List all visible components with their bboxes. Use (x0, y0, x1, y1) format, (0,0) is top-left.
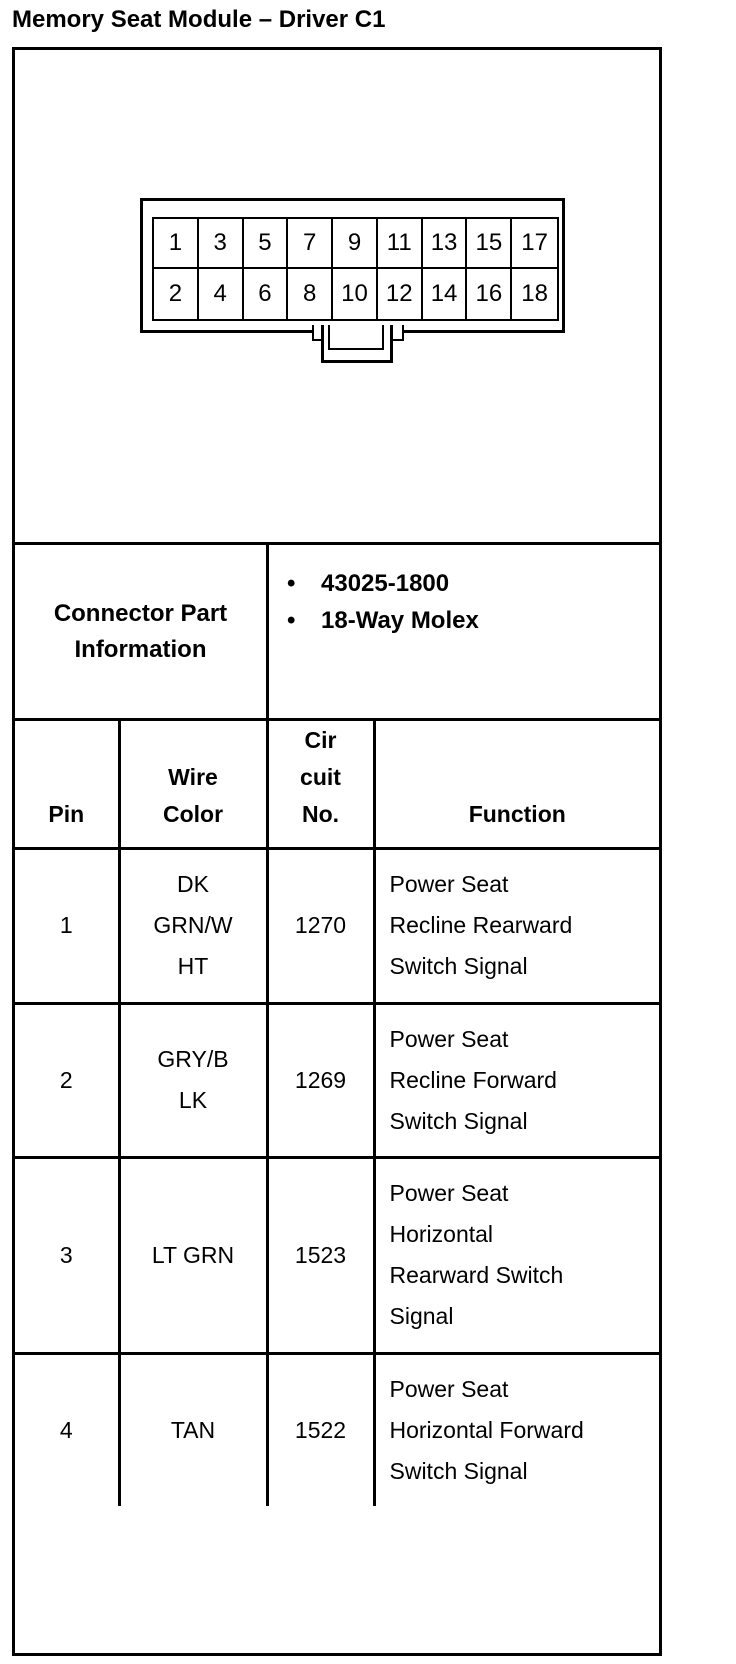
connector-part-info (15, 545, 659, 721)
circuit-number: 1522 (267, 1353, 374, 1506)
label-line: Information (74, 635, 207, 663)
pin-cell: 10 (333, 269, 378, 319)
connector-body (140, 198, 565, 333)
pin-cell: 6 (244, 269, 289, 319)
header-circuit-no: Cir cuit No. (267, 721, 374, 848)
connector-info-frame (12, 47, 662, 1656)
pin-cell: 15 (467, 219, 512, 269)
pin-number: 4 (15, 1353, 119, 1506)
table-header-row (15, 721, 659, 848)
pin-cell: 7 (288, 219, 333, 269)
connector-diagram (15, 50, 659, 545)
pin-cell: 1 (154, 219, 199, 269)
function: Power Seat Recline Forward Switch Signal (374, 1003, 659, 1157)
header-pin: Pin (15, 721, 119, 848)
pin-cell: 3 (199, 219, 244, 269)
pin-cell: 9 (333, 219, 378, 269)
pinout-table (15, 721, 659, 1506)
pin-cell: 17 (512, 219, 557, 269)
pin-cell: 14 (423, 269, 468, 319)
pin-cell: 16 (467, 269, 512, 319)
bullet-icon: • (287, 607, 296, 634)
part-number: 43025-1800 (321, 570, 450, 597)
circuit-number: 1523 (267, 1157, 374, 1353)
connector-latch-inner (328, 325, 384, 350)
header-wire-color: Wire Color (119, 721, 267, 848)
function: Power Seat Recline Rearward Switch Signal (374, 848, 659, 1003)
pin-cell: 8 (288, 269, 333, 319)
function: Power Seat Horizontal Rearward Switch Signal (374, 1157, 659, 1353)
label-line: Connector Part (53, 599, 228, 627)
table-row (15, 1003, 659, 1157)
connector-type: 18-Way Molex (321, 607, 479, 634)
function: Power Seat Horizontal Forward Switch Signal (374, 1353, 659, 1506)
page-title: Memory Seat Module – Driver C1 (12, 6, 386, 33)
table-row (15, 848, 659, 1003)
wire-color: GRY/B LK (119, 1003, 267, 1157)
header-function: Function (374, 721, 659, 848)
pin-cell: 5 (244, 219, 289, 269)
list-item (269, 565, 479, 602)
connector-part-label (15, 545, 269, 718)
circuit-number: 1269 (267, 1003, 374, 1157)
pin-grid (152, 217, 559, 321)
pin-cell: 11 (378, 219, 423, 269)
pin-number: 2 (15, 1003, 119, 1157)
pin-cell: 18 (521, 280, 548, 307)
pin-cell: 12 (378, 269, 423, 319)
pin-number: 3 (15, 1157, 119, 1353)
circuit-number: 1270 (267, 848, 374, 1003)
table-row (15, 1157, 659, 1353)
wire-color: LT GRN (119, 1157, 267, 1353)
pin-cell: 13 (423, 219, 468, 269)
pin-number: 1 (15, 848, 119, 1003)
bullet-icon: • (287, 570, 296, 597)
wire-color: TAN (119, 1353, 267, 1506)
pin-cell: 2 (154, 269, 199, 319)
wire-color: DK GRN/W HT (119, 848, 267, 1003)
pin-cell: 4 (199, 269, 244, 319)
list-item (269, 602, 479, 639)
part-info-list (269, 565, 479, 639)
table-row (15, 1353, 659, 1506)
